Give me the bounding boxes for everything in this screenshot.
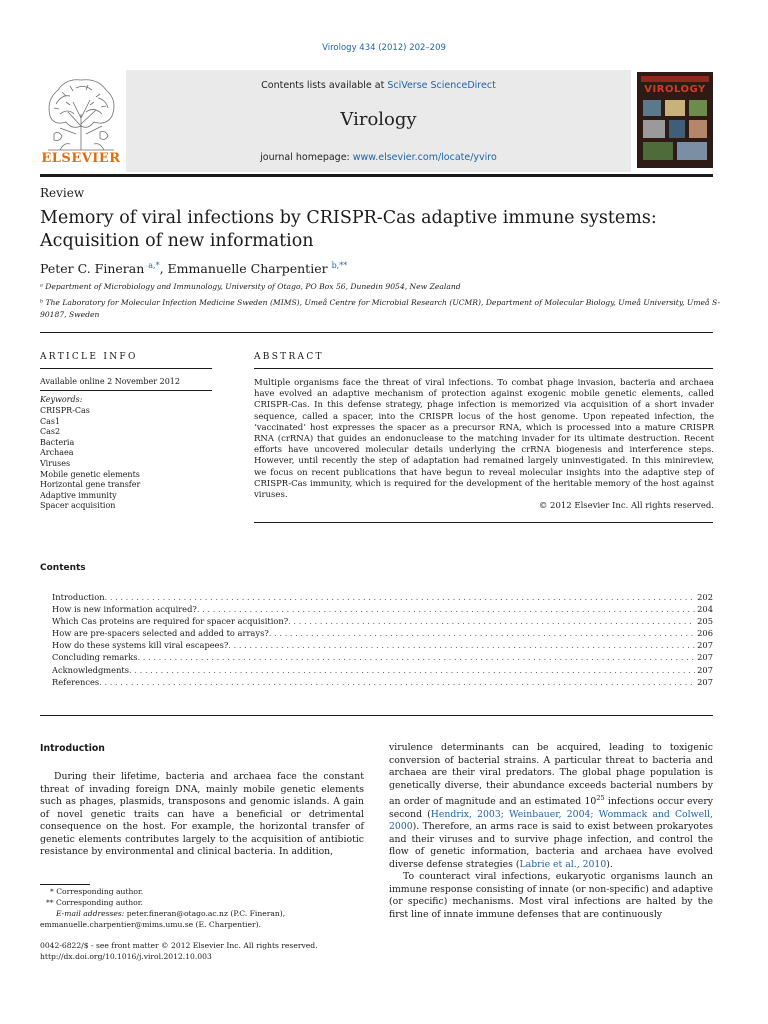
keyword: CRISPR-Cas (40, 406, 90, 415)
toc-leader (99, 676, 695, 688)
text-segment: virulence determinants can be acquired, leading to toxigenic conversion of bacterial strains. A particular threat to bacteria and archaea are their viral predators. The global phage population is genetically diverse, their abundance exceeds bacterial numbers by an order of magnitude and an estimated 10 (389, 742, 713, 808)
affiliation-a: ᵃ Department of Microbiology and Immunology, University of Otago, PO Box 56, Dunedin 9054, New Zealand (40, 282, 461, 291)
toc-leader (288, 615, 695, 627)
toc-entry[interactable] (52, 603, 713, 615)
header-rule (40, 174, 713, 177)
right-para-1 (389, 742, 713, 871)
toc-label[interactable]: How are pre-spacers selected and added to arrays? (52, 628, 269, 638)
toc-label[interactable]: Introduction (52, 592, 105, 602)
contents-availability (126, 80, 631, 91)
citation-link[interactable]: Hendrix, 2003; Weinbauer, 2004; Wommack and Colwell, 2000 (389, 808, 713, 833)
author-affiliation-link[interactable]: a,* (148, 261, 160, 270)
toc-page: 207 (697, 665, 713, 675)
article-info-heading: ARTICLE INFO (40, 352, 138, 362)
author-name: Emmanuelle Charpentier (167, 261, 328, 277)
toc-entry[interactable] (52, 676, 713, 688)
exponent: 25 (596, 794, 605, 802)
toc-entry[interactable] (52, 639, 713, 651)
contents-prefix: Contents lists available at (261, 80, 388, 91)
journal-citation-link[interactable]: Virology 434 (2012) 202–209 (322, 43, 446, 53)
toc-entry[interactable] (52, 651, 713, 663)
toc-label[interactable]: References (52, 677, 100, 687)
toc-leader (105, 591, 696, 603)
abstract-copyright: © 2012 Elsevier Inc. All rights reserved. (538, 501, 714, 511)
contents-heading: Contents (40, 563, 86, 573)
article-title: Memory of viral infections by CRISPR-Cas adaptive immune systems: Acquisition of new information (40, 208, 657, 251)
toc-page: 204 (697, 604, 713, 614)
intro-paragraph-left: During their lifetime, bacteria and archaea face the constant threat of invading foreign DNA, mainly mobile genetic elements such as phages, plasmids, transposons and genomic islands. A gain of novel genetic traits can have a beneficial or detrimental consequence on the host. For example, the horizontal transfer of genetic elements contributes largely to the acquisition of antibiotic resistance by environmental and clinical bacteria. In addition, (40, 771, 364, 857)
toc-leader (269, 627, 695, 639)
text-segment: ). Therefore, an arms race is said to exist between prokaryotes and their viruses and to survive phage infection, and control the flow of genetic information, bacteria and archaea have evolved diverse defense strategies ( (389, 821, 713, 870)
keyword: Horizontal gene transfer (40, 480, 141, 490)
abstract-rule (254, 368, 713, 369)
toc-page: 205 (697, 616, 713, 626)
email-fineran[interactable]: peter.fineran@otago.ac.nz (P.C. Fineran), (124, 909, 286, 918)
keywords-label: Keywords: (40, 395, 83, 404)
available-rule (40, 390, 212, 391)
keyword: Adaptive immunity (40, 490, 117, 500)
author-separator: , (159, 261, 168, 277)
footnote-corr1: * Corresponding author. (50, 887, 144, 896)
toc-leader (228, 639, 695, 651)
issn-line: 0042-6822/$ - see front matter © 2012 Elsevier Inc. All rights reserved. (40, 941, 318, 950)
right-para-2: To counteract viral infections, eukaryotic organisms launch an immune response consisting of innate (or non-specific) and adaptive (or specific) mechanisms. Most viral infections are halted by the first line of innate immune defenses that are continuously (389, 871, 713, 920)
sciencedirect-link[interactable]: SciVerse ScienceDirect (387, 80, 496, 91)
journal-name: Virology (340, 109, 417, 130)
text-segment: ). (606, 858, 613, 870)
footnote-corr2: ** Corresponding author. (46, 898, 143, 907)
keywords-list (40, 406, 210, 512)
toc-leader (138, 651, 696, 663)
keyword: Archaea (40, 448, 74, 458)
toc-page: 207 (697, 652, 713, 662)
toc-page: 206 (697, 628, 713, 638)
elsevier-wordmark: ELSEVIER (41, 151, 121, 166)
abstract-heading: ABSTRACT (254, 352, 324, 362)
toc-page: 207 (697, 677, 713, 687)
keyword: Mobile genetic elements (40, 469, 140, 479)
doi-link[interactable]: http://dx.doi.org/10.1016/j.virol.2012.10.003 (40, 952, 212, 961)
available-online: Available online 2 November 2012 (40, 377, 180, 386)
toc-entry[interactable] (52, 664, 713, 676)
toc-leader (197, 603, 695, 615)
keyword: Spacer acquisition (40, 501, 116, 511)
article-type: Review (40, 186, 85, 200)
toc-leader (129, 664, 695, 676)
toc-label[interactable]: How is new information acquired? (52, 604, 197, 614)
footnote-emails (40, 909, 380, 920)
article-info-rule (40, 368, 212, 369)
abstract-text: Multiple organisms face the threat of viral infections. To combat phage invasion, bacteria and archaea have evolved an adaptive mechanism of protection against exogenic mobile genetic elements, called CRISPR-Cas. In this defense strategy, phage infection is memorized via acquisition of a short invader sequence, called a spacer, into the CRISPR locus of the host genome. Upon repeated infection, the ‘vaccinated’ host expresses the spacer as a precursor RNA, which is processed into a mature CRISPR RNA (crRNA) that guides an endonuclease to the matching invader for its ultimate destruction. Recent efforts have uncovered molecular details underlying the crRNA biogenesis and interference steps. However, until recently the step of adaptation had remained largely uninvestigated. In this minireview, we focus on recent publications that have begun to reveal molecular insights into the adaptive step of CRISPR-Cas immunity, which is required for the development of the heritable memory of the host against viruses. (254, 378, 714, 501)
toc-entry[interactable] (52, 627, 713, 639)
toc-label[interactable]: Which Cas proteins are required for spacer acquisition? (52, 616, 289, 626)
abstract-bottom-rule (254, 522, 713, 523)
cover-title: VIROLOGY (644, 84, 706, 95)
toc-entry[interactable] (52, 591, 713, 603)
footnote-rule (40, 884, 90, 885)
toc-page: 207 (697, 640, 713, 650)
toc-page: 202 (697, 592, 713, 602)
journal-cover-image (637, 72, 713, 168)
toc-entry[interactable] (52, 615, 713, 627)
toc-label[interactable]: How do these systems kill viral escapees? (52, 640, 229, 650)
journal-homepage (126, 152, 631, 163)
toc-label[interactable]: Concluding remarks (52, 652, 138, 662)
text-segment: infections occur every second ( (389, 796, 714, 820)
email-charpentier[interactable]: emmanuelle.charpentier@mims.umu.se (E. Charpentier). (40, 920, 261, 929)
introduction-heading: Introduction (40, 743, 105, 754)
homepage-link[interactable]: www.elsevier.com/locate/yviro (352, 152, 497, 163)
keyword: Viruses (40, 458, 71, 468)
citation-link[interactable]: Labrie et al., 2010 (519, 858, 607, 870)
author-list (40, 261, 347, 276)
author-affiliation-link[interactable]: b,** (331, 261, 348, 270)
affiliation-b: ᵇ The Laboratory for Molecular Infection Medicine Sweden (MIMS), Umeå Centre for Microbial Research (UCMR), Department of Molecular Biology, Umeå University, Umeå S-90187, Sweden (40, 298, 721, 319)
email-label: E-mail addresses: (56, 909, 125, 918)
keyword: Cas2 (40, 427, 61, 437)
author-name: Peter C. Fineran (40, 261, 145, 277)
homepage-prefix: journal homepage: (260, 152, 353, 163)
intro-paragraph-right (389, 742, 713, 921)
keyword: Bacteria (40, 437, 75, 447)
contents-rule (40, 715, 713, 716)
toc-label[interactable]: Acknowledgments (52, 665, 130, 675)
affiliation-rule (40, 332, 713, 333)
keyword: Cas1 (40, 416, 61, 426)
